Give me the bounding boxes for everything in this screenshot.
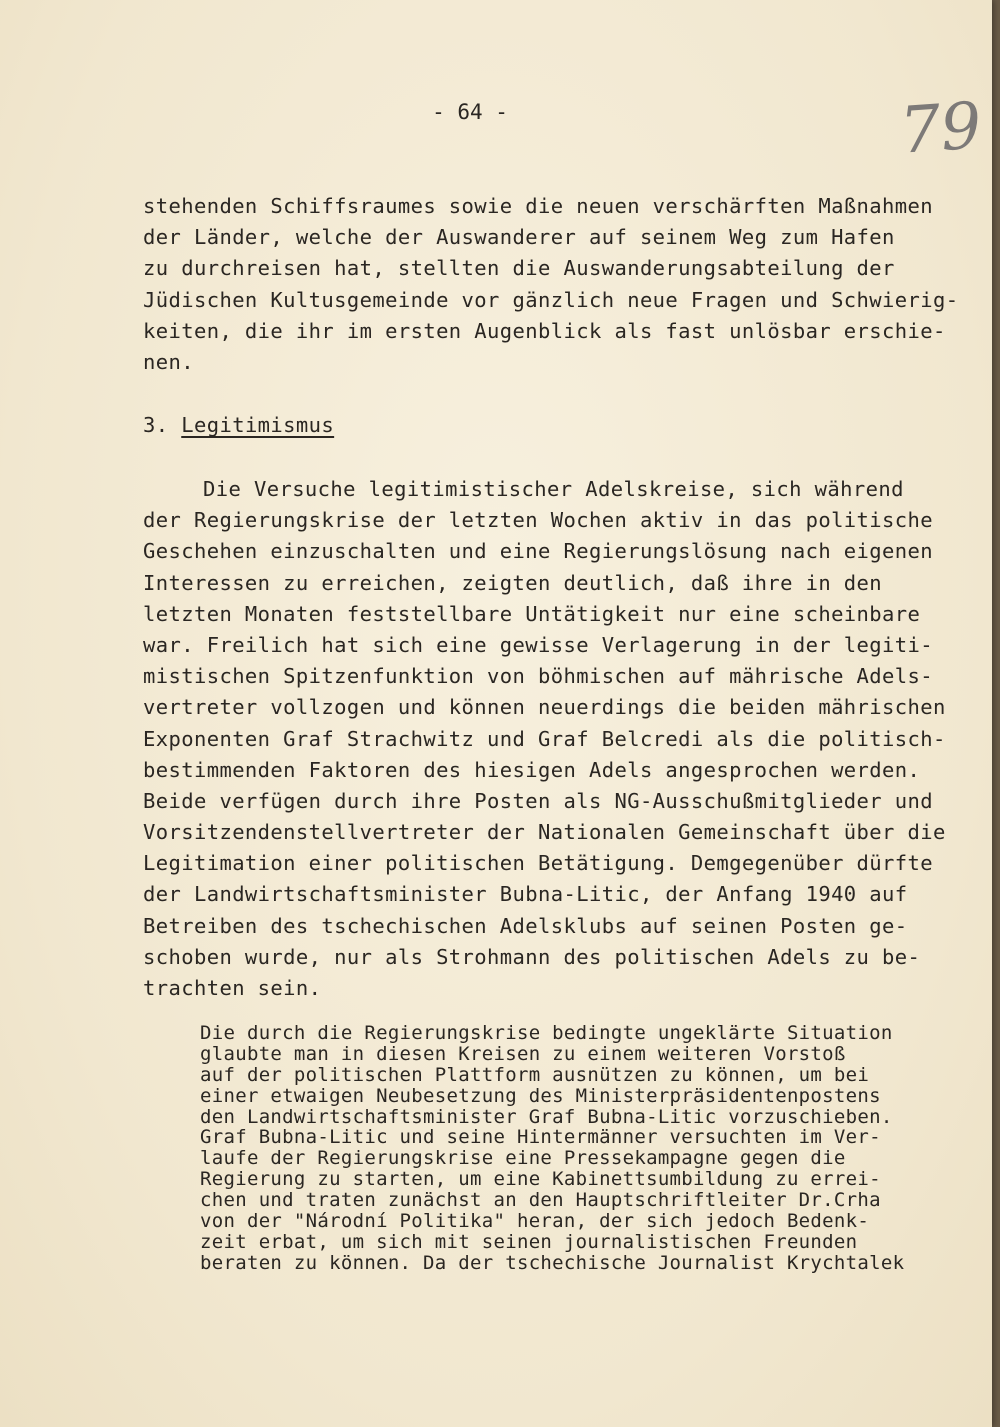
text-line: Jüdischen Kultusgemeinde vor gänzlich neue Fragen und Schwierig-: [143, 287, 959, 312]
text-line: Vorsitzendenstellvertreter der Nationalen Gemeinschaft über die: [143, 820, 946, 845]
text-line: bestimmenden Faktoren des hiesigen Adels angesprochen werden.: [143, 757, 921, 782]
text-line: der Landwirtschaftsminister Bubna-Litic, der Anfang 1940 auf: [143, 882, 908, 907]
text-line: einer etwaigen Neubesetzung des Ministerpräsidentenpostens: [200, 1084, 881, 1107]
text-line: laufe der Regierungskrise eine Pressekampagne gegen die: [200, 1147, 846, 1170]
text-line: nen.: [143, 349, 194, 374]
text-line: stehenden Schiffsraumes sowie die neuen verschärften Maßnahmen: [143, 194, 934, 218]
section-number: 3.: [143, 413, 169, 437]
text-line: Betreiben des tschechischen Adelsklubs auf seinen Posten ge-: [143, 913, 908, 938]
page-number: - 64 -: [432, 100, 508, 124]
text-line: beraten zu können. Da der tschechische Journalist Krychtalek: [200, 1251, 905, 1274]
text-line: Geschehen einzuschalten und eine Regierungslösung nach eigenen: [143, 539, 934, 564]
text-line: Interessen zu erreichen, zeigten deutlich, daß ihre in den: [143, 570, 883, 595]
text-line: Legitimation einer politischen Betätigung. Demgegenüber dürfte: [143, 851, 934, 876]
main-paragraph: [143, 477, 963, 1007]
intro-paragraph: [143, 194, 963, 381]
text-line: zu durchreisen hat, stellten die Auswanderungsabteilung der: [143, 256, 895, 281]
text-line: Regierung zu starten, um eine Kabinettsumbildung zu errei-: [200, 1168, 881, 1191]
text-line: schoben wurde, nur als Strohmann des politischen Adels zu be-: [143, 944, 921, 969]
text-line: der Länder, welche der Auswanderer auf seinem Weg zum Hafen: [143, 225, 895, 250]
text-line: auf der politischen Plattform ausnützen zu können, um bei: [200, 1063, 870, 1086]
text-line: keiten, die ihr im ersten Augenblick als fast unlösbar erschie-: [143, 318, 946, 343]
text-line: chen und traten zunächst an den Hauptschriftleiter Dr.Crha: [200, 1189, 881, 1212]
text-line: war. Freilich hat sich eine gewisse Verlagerung in der legiti-: [143, 632, 934, 657]
text-line: glaubte man in diesen Kreisen zu einem weiteren Vorstoß: [200, 1042, 846, 1065]
text-line: Exponenten Graf Strachwitz und Graf Belcredi als die politisch-: [143, 726, 946, 751]
text-line: zeit erbat, um sich mit seinen journalistischen Freunden: [200, 1230, 858, 1253]
text-line: Beide verfügen durch ihre Posten als NG-Ausschußmitglieder und: [143, 788, 934, 813]
handwritten-folio-number: 79: [897, 89, 984, 169]
text-line: den Landwirtschaftsminister Graf Bubna-Litic vorzuschieben.: [200, 1105, 893, 1128]
text-line: letzten Monaten feststellbare Untätigkeit nur eine scheinbare: [143, 601, 921, 626]
text-line: Die durch die Regierungskrise bedingte ungeklärte Situation: [200, 1022, 893, 1044]
section-heading: [143, 413, 334, 437]
text-line: vertreter vollzogen und können neuerdings die beiden mährischen: [143, 695, 946, 720]
text-line: mistischen Spitzenfunktion von böhmischen auf mährische Adels-: [143, 664, 934, 689]
inset-paragraph: [200, 1022, 960, 1273]
text-line: von der "Národní Politika" heran, der sich jedoch Bedenk-: [200, 1210, 870, 1233]
text-line: Die Versuche legitimistischer Adelskreise, sich während: [203, 477, 904, 501]
text-line: trachten sein.: [143, 976, 322, 1000]
section-title: Legitimismus: [181, 413, 335, 437]
text-line: der Regierungskrise der letzten Wochen aktiv in das politische: [143, 508, 934, 533]
text-line: Graf Bubna-Litic und seine Hintermänner versuchten im Ver-: [200, 1126, 881, 1149]
